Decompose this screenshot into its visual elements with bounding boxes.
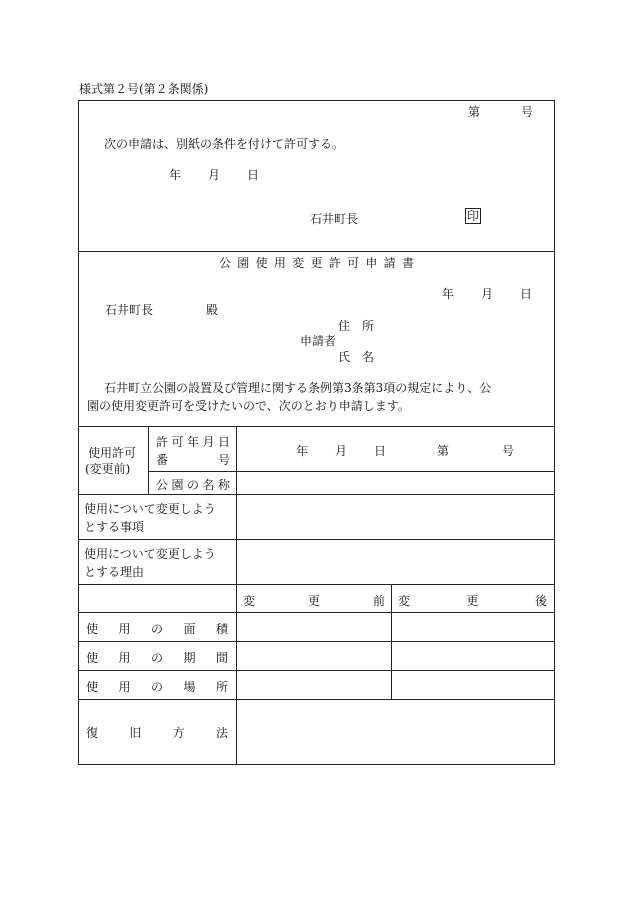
place-label [86,678,228,695]
change-reason-line1: 使用について変更しよう [84,547,216,561]
label-char: 年 [186,435,199,449]
permit-value-day: 日 [374,444,387,458]
label-char: 旧 [129,726,142,740]
label-char: 積 [215,622,228,636]
addressee: 石井町長 [105,303,154,317]
label-char: 面 [183,622,196,636]
rule-change-items [78,539,554,540]
permit-before-line2: (変更前) [85,462,131,476]
before-header [243,592,385,609]
title-char: 園 [237,256,250,270]
address-label: 住 所 [338,319,375,333]
permit-number-label [156,451,230,468]
application-title [219,254,414,271]
section-divider [78,251,555,252]
header-char: 変 [243,594,256,608]
honorific: 殿 [206,303,219,317]
label-char: 可 [171,435,184,449]
label-char: 用 [118,622,131,636]
label-char: 名 [202,478,215,492]
label-char: 方 [172,726,185,740]
permit-value-go: 号 [502,444,515,458]
table-border-right [554,427,555,765]
label-char: 復 [86,726,99,740]
rule-header [78,612,554,613]
label-char: 園 [171,478,184,492]
vrule-main [236,427,237,764]
park-name-label [156,476,230,493]
approval-number-go: 号 [521,105,534,119]
rule-permit [148,471,554,472]
approval-date-month: 月 [208,168,221,182]
rule-park-name [78,494,554,495]
label-char: の [150,680,163,694]
vrule-before-after [391,584,392,699]
seal-mark: 印 [467,209,480,223]
seal-icon [465,208,481,224]
period-label [86,649,228,666]
label-char: 期 [183,651,196,665]
after-header [398,592,547,609]
label-char: 場 [183,680,196,694]
title-char: 更 [310,256,323,270]
approval-number-dai: 第 [468,105,481,119]
application-body-line1: 石井町立公園の設置及び管理に関する条例第3条第3項の規定により、公 [104,381,492,395]
rule-period [78,670,554,671]
application-date-year: 年 [442,287,455,301]
permit-value-month: 月 [335,444,348,458]
label-char: 許 [156,435,169,449]
label-char: の [150,651,163,665]
header-char: 更 [466,594,479,608]
label-char: 所 [215,680,228,694]
table-border-bottom [78,764,555,765]
application-body-line2: 園の使用変更許可を受けたいので、次のとおり申請します。 [87,399,410,413]
permit-value-dai: 第 [437,444,450,458]
rule-change-reason [78,584,554,585]
permit-date-label [156,433,230,450]
label-char: 法 [215,726,228,740]
approval-text: 次の申請は、別紙の条件を付けて許可する。 [104,137,345,151]
approval-mayor: 石井町長 [310,212,359,226]
area-label [86,620,228,637]
header-char: 更 [307,594,320,608]
name-label: 氏 名 [338,350,375,364]
label-char: 使 [86,651,99,665]
form-number: 様式第２号(第２条関係) [79,82,209,96]
title-char: 用 [273,256,286,270]
vrule-permit [148,427,149,494]
table-border-left [78,427,79,765]
applicant-label: 申請者 [300,334,337,348]
header-char: 後 [534,594,547,608]
header-char: 前 [372,594,385,608]
label-char: 番 [156,453,169,467]
application-date-month: 月 [481,287,494,301]
title-char: 請 [383,256,396,270]
permit-before-line1: 使用許可 [88,446,137,460]
label-char: 使 [86,622,99,636]
permit-value-year: 年 [296,444,309,458]
restoration-label [86,724,228,741]
title-char: 使 [255,256,268,270]
change-items-line1: 使用について変更しよう [84,502,216,516]
label-char: 用 [118,651,131,665]
title-char: 申 [365,256,378,270]
label-char: 公 [156,478,169,492]
application-date-day: 日 [520,287,533,301]
rule-place [78,699,554,700]
label-char: 用 [118,680,131,694]
header-char: 変 [398,594,411,608]
label-char: 号 [217,453,230,467]
approval-date-year: 年 [169,168,182,182]
label-char: 称 [217,478,230,492]
label-char: 間 [215,651,228,665]
title-char: 変 [292,256,305,270]
approval-date-day: 日 [247,168,260,182]
title-char: 公 [219,256,232,270]
title-char: 可 [347,256,360,270]
label-char: の [150,622,163,636]
title-char: 書 [401,256,414,270]
label-char: 日 [217,435,230,449]
change-reason-line2: とする理由 [84,565,145,579]
label-char: の [186,478,199,492]
rule-area [78,641,554,642]
label-char: 使 [86,680,99,694]
label-char: 月 [202,435,215,449]
change-items-line2: とする事項 [84,520,145,534]
title-char: 許 [328,256,341,270]
